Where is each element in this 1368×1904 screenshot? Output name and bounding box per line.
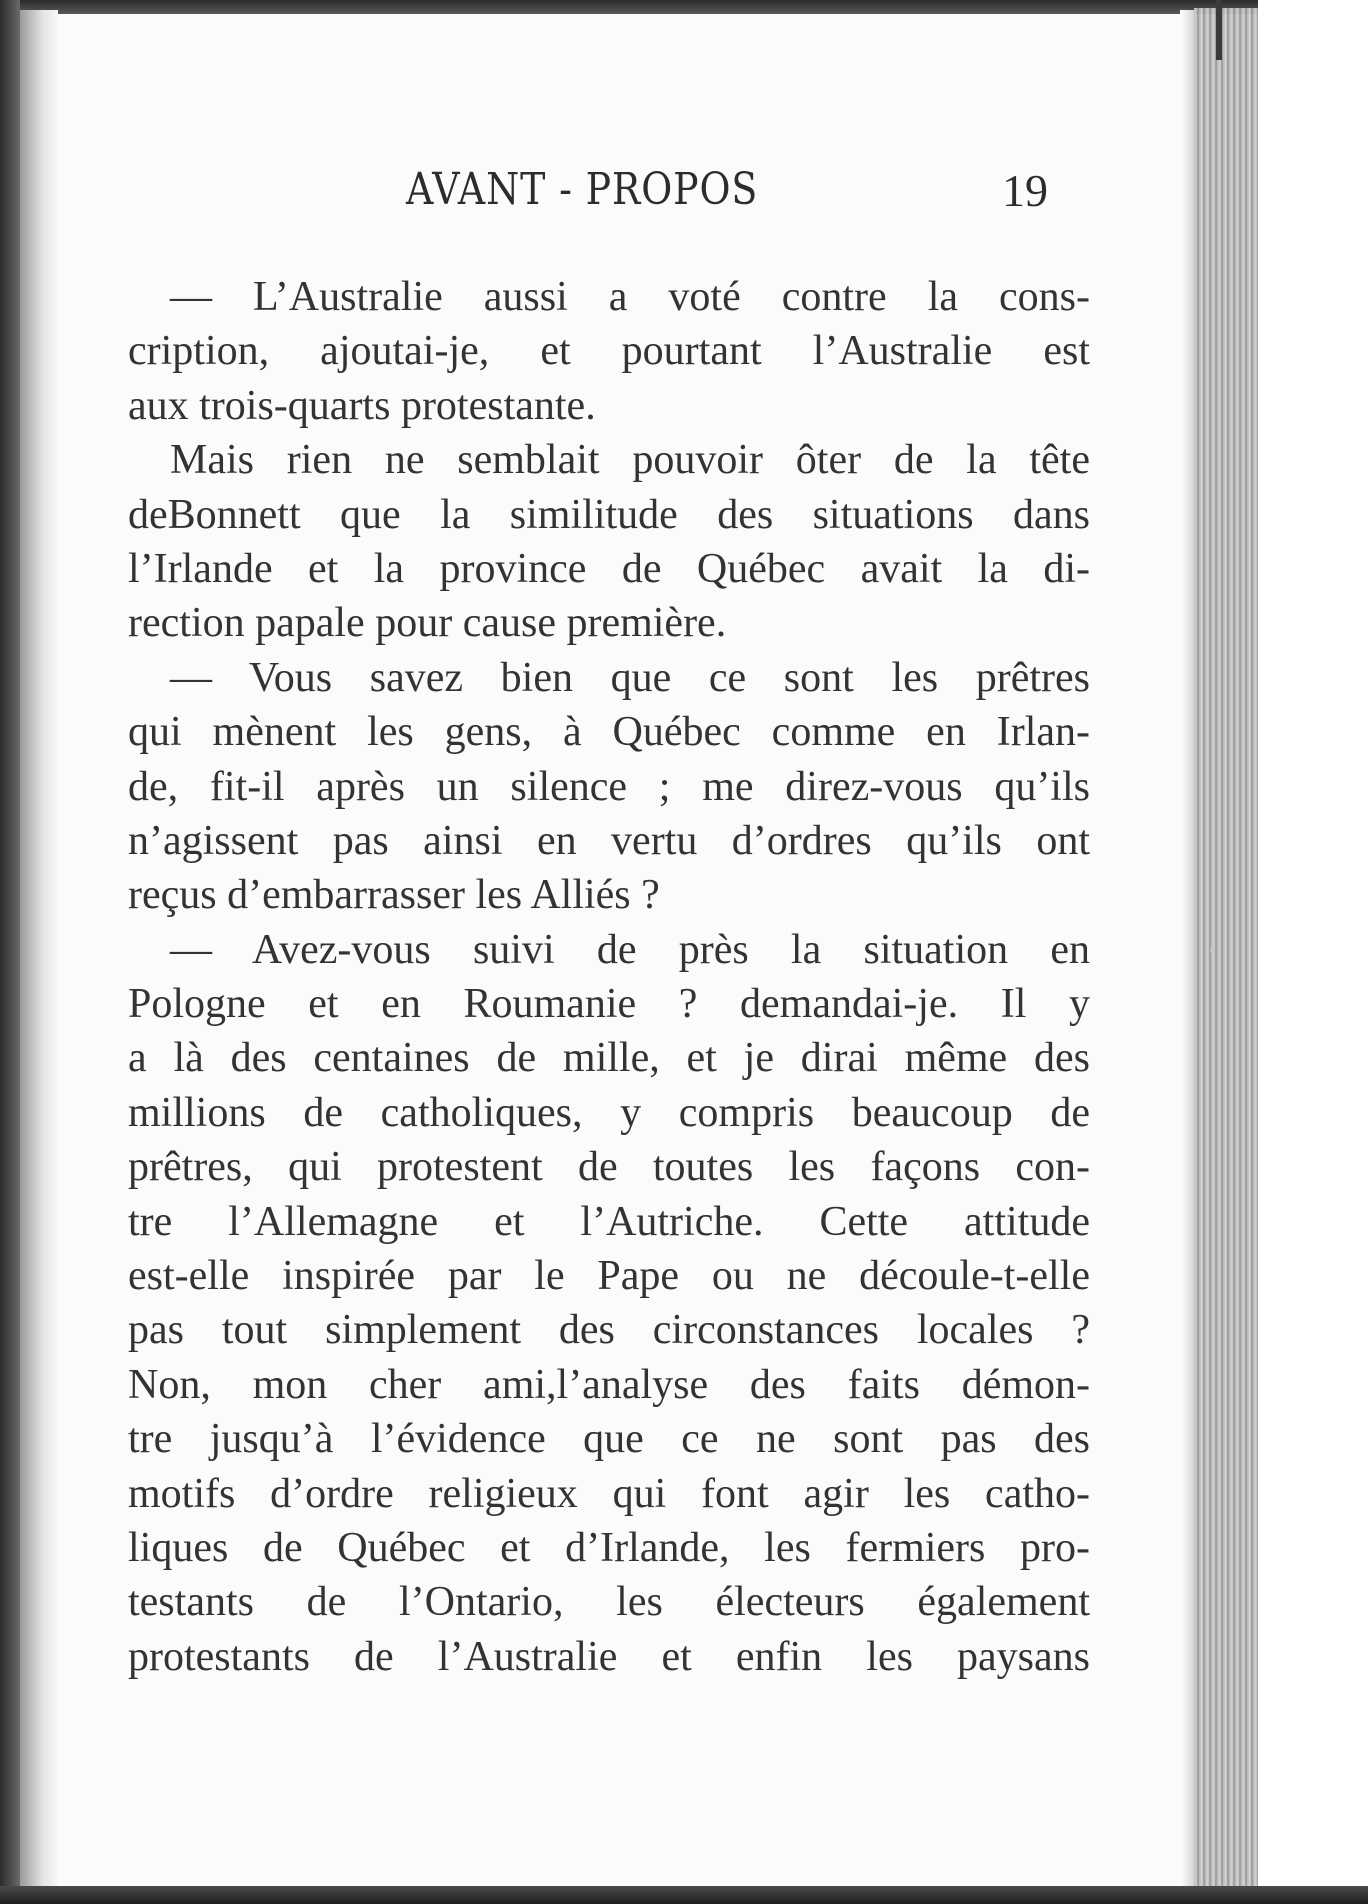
scan-border-left [0,0,20,1904]
book-page-edges [1194,8,1258,1892]
scan-border-right [1258,0,1368,1904]
text-line: n’agissent pas ainsi en vertu d’ordres qu’ils ont [128,817,1090,864]
running-head-title: AVANT - PROPOS [406,164,759,215]
text-line: a là des centaines de mille, et je dirai même des [128,1035,1090,1082]
text-line: — L’Australie aussi a voté contre la cons- [170,274,1090,320]
text-line: tre l’Allemagne et l’Autriche. Cette attitude [128,1198,1090,1245]
scan-border-top [0,0,1368,14]
text-line: — Avez-vous suivi de près la situation en [170,926,1090,973]
text-line: liques de Québec et d’Irlande, les fermiers pro- [128,1524,1090,1571]
text-line: reçus d’embarrasser les Alliés ? [128,872,660,919]
running-head [58,164,1182,224]
book-page [58,14,1182,1886]
text-line: protestants de l’Australie et enfin les paysans [128,1633,1090,1680]
text-line: motifs d’ordre religieux qui font agir les catho- [128,1470,1090,1517]
text-line: prêtres, qui protestent de toutes les façons con- [128,1144,1090,1191]
book-gutter [20,10,58,1890]
text-line: Non, mon cher ami,l’analyse des faits démon- [128,1361,1090,1408]
text-line: est-elle inspirée par le Pape ou ne découle-t-elle [128,1253,1090,1300]
text-line: rection papale pour cause première. [128,600,727,647]
text-line: aux trois-quarts protestante. [128,382,596,429]
text-line: — Vous savez bien que ce sont les prêtres [170,654,1090,701]
text-line: Pologne et en Roumanie ? demandai-je. Il y [128,981,1090,1028]
text-line: testants de l’Ontario, les électeurs également [128,1579,1090,1626]
text-line: cription, ajoutai-je, et pourtant l’Australie est [128,328,1090,375]
text-line: millions de catholiques, y compris beaucoup de [128,1089,1090,1136]
text-line: tre jusqu’à l’évidence que ce ne sont pas des [128,1416,1090,1463]
text-line: qui mènent les gens, à Québec comme en Irlan- [128,709,1090,756]
text-line: Mais rien ne semblait pouvoir ôter de la tête [170,437,1090,484]
text-line: deBonnett que la similitude des situations dans [128,491,1090,538]
scan-border-mark [1216,0,1222,60]
body-text [128,270,1090,1684]
scan-border-bottom [0,1886,1368,1904]
paper-speck [1210,948,1215,953]
page-number: 19 [1002,165,1048,216]
text-line: l’Irlande et la province de Québec avait la di- [128,545,1090,592]
text-line: pas tout simplement des circonstances locales ? [128,1307,1090,1354]
text-line: de, fit-il après un silence ; me direz-vous qu’ils [128,763,1090,810]
